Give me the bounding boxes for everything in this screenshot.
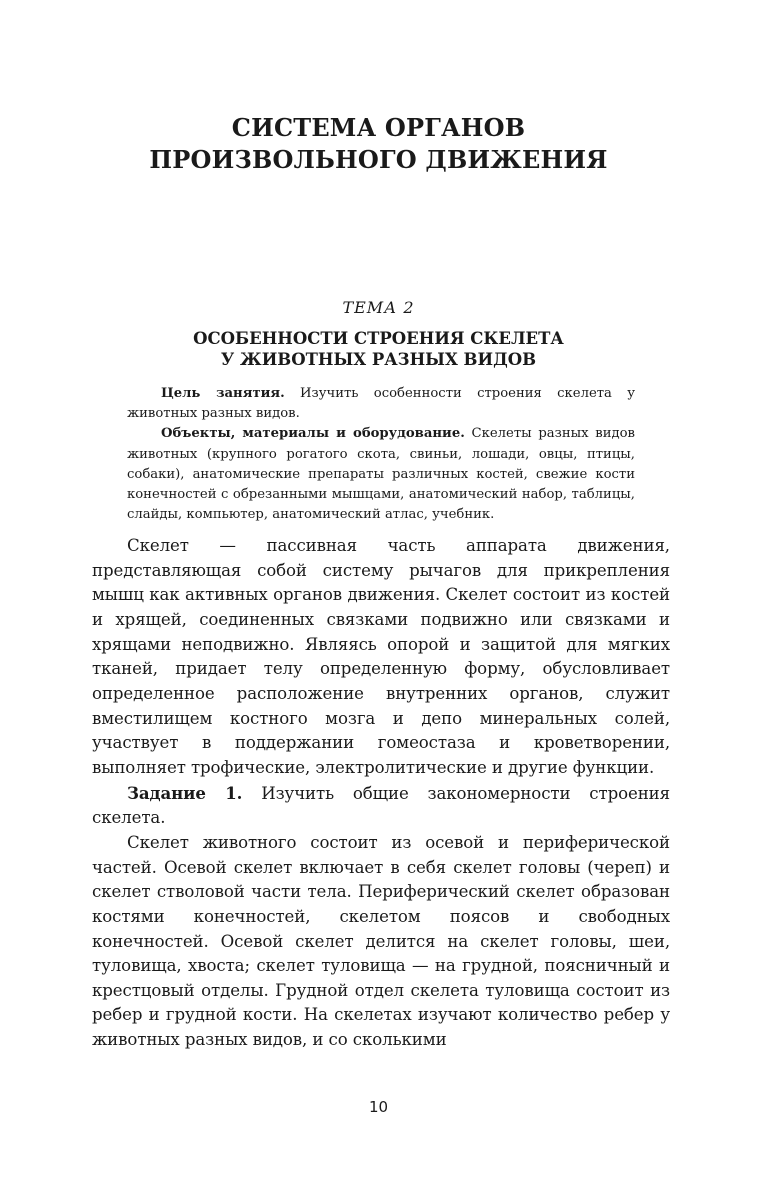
paragraph-skeleton-parts: Скелет животного состоит из осевой и периферической частей. Осевой скелет включает в себя скелет головы (череп) и скелет стволовой части тела. Периферический скелет образован костями конечностей, скелетом поясов и свободных конечностей. Осевой скелет делится на скелет головы, шеи, туловища, хвоста; скелет туловища — на грудной, поясничный и крестцовый отделы. Грудной отдел скелета туловища состоит из ребер и грудной кости. На скелетах изучают количество ребер у животных разных видов, и со сколькими (92, 832, 670, 1050)
lesson-goal-text: Изучить особенности строения скелета у животных разных видов. (127, 386, 635, 422)
lesson-objects (127, 424, 635, 525)
lesson-goal-lead: Цель занятия. (161, 386, 285, 401)
topic-title-line-2: У ЖИВОТНЫХ РАЗНЫХ ВИДОВ (220, 350, 537, 369)
task-1-lead: Задание 1. (127, 782, 243, 803)
task-1-text: Изучить общие закономерности строения скелета. (92, 783, 670, 828)
lesson-objects-lead: Объекты, материалы и оборудование. (161, 426, 465, 442)
part-title-line-1: СИСТЕМА ОРГАНОВ (231, 113, 526, 142)
lesson-intro (127, 384, 635, 525)
topic-title (0, 328, 757, 370)
topic-title-line-1: ОСОБЕННОСТИ СТРОЕНИЯ СКЕЛЕТА (193, 329, 564, 348)
lesson-goal (127, 384, 635, 424)
task-1 (92, 781, 670, 831)
part-title (0, 112, 757, 176)
paragraph-skeleton-definition: Скелет — пассивная часть аппарата движения, представляющая собой систему рычагов для прикрепления мышц как активных органов движения. Скелет состоит из костей и хрящей, соединенных связками подвижно или связками и хрящами неподвижно. Являясь опорой и защитой для мягких тканей, придает телу определенную форму, обусловливает определенное расположение внутренних органов, служит вместилищем костного мозга и депо минеральных солей, участвует в поддержании гомеостаза и кроветворении, выполняет трофические, электролитические и другие функции. (92, 536, 670, 777)
lesson-objects-text: Скелеты разных видов животных (крупного рогатого скота, свиньи, лошади, овцы, птицы, собаки), анатомические препараты различных костей, свежие кости конечностей с обрезанными мышцами, анатомический набор, таблицы, слайды, компьютер, анатомический атлас, учебник. (127, 426, 635, 523)
main-text (92, 534, 670, 1053)
topic-label: ТЕМА 2 (342, 298, 415, 317)
page-number: 10 (368, 1098, 389, 1116)
part-title-line-2: ПРОИЗВОЛЬНОГО ДВИЖЕНИЯ (149, 145, 608, 174)
